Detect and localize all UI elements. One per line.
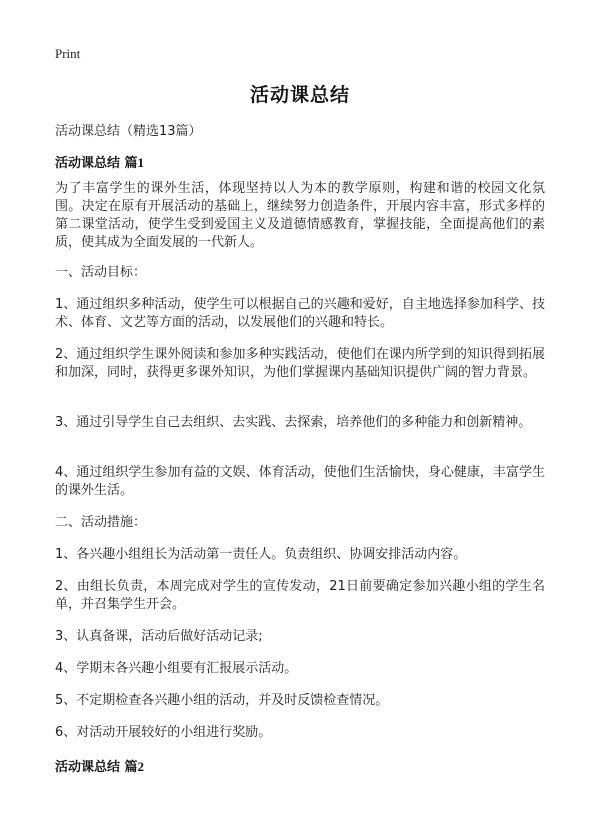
section-heading-1 (55, 152, 144, 171)
measure-item-3: 3、认真备课，活动后做好活动记录; (55, 629, 263, 644)
measure-item-5: 5、不定期检查各兴趣小组的活动，并及时反馈检查情况。 (55, 693, 389, 708)
section-heading-2 (55, 756, 144, 775)
measures-heading: 二、活动措施： (55, 515, 147, 530)
document-subtitle: 活动课总结（精选13篇） (55, 124, 202, 139)
measure-item-1: 1、各兴趣小组组长为活动第一责任人。负责组织、协调安排活动内容。 (55, 547, 467, 562)
measure-item-4: 4、学期末各兴趣小组要有汇报展示活动。 (55, 661, 298, 676)
measure-item-6: 6、对活动开展较好的小组进行奖励。 (55, 725, 272, 740)
goal-item-1: 1、通过组织多种活动，使学生可以根据自己的兴趣和爱好，自主地选择参加科学、技术、体育、文艺等方面的活动，以发展他们的兴趣和特长。 (55, 297, 545, 330)
section-heading-text: 活动课总结 篇 (55, 760, 138, 775)
section-heading-number: 1 (137, 155, 145, 170)
goal-item-2: 2、通过组织学生课外阅读和参加多种实践活动，使他们在课内所学到的知识得到拓展和加深，同时，获得更多课外知识，为他们掌握课内基础知识提供广阔的智力背景。 (55, 347, 545, 380)
print-label: Print (55, 46, 81, 61)
section-heading-text: 活动课总结 篇 (55, 156, 138, 171)
page-title: 活动课总结 (249, 84, 350, 106)
section-heading-number: 2 (137, 759, 145, 774)
goal-item-3: 3、通过引导学生自己去组织、去实践、去探索，培养他们的多种能力和创新精神。 (55, 415, 532, 430)
section-intro-paragraph: 为了丰富学生的课外生活，体现坚持以人为本的教学原则，构建和谐的校园文化氛围。决定在原有开展活动的基础上，继续努力创造条件，开展内容丰富，形式多样的第二课堂活动，使学生受到爱国主义及道德情感教育，掌握技能，全面提高他们的素质，使其成为全面发展的一代新人。 (55, 181, 545, 250)
goal-item-4: 4、通过组织学生参加有益的文娱、体育活动，使他们生活愉快，身心健康，丰富学生的课外生活。 (55, 465, 545, 498)
measure-item-2: 2、由组长负责，本周完成对学生的宣传发动，21日前要确定参加兴趣小组的学生名单，并召集学生开会。 (55, 579, 545, 612)
goals-heading: 一、活动目标： (55, 265, 147, 280)
